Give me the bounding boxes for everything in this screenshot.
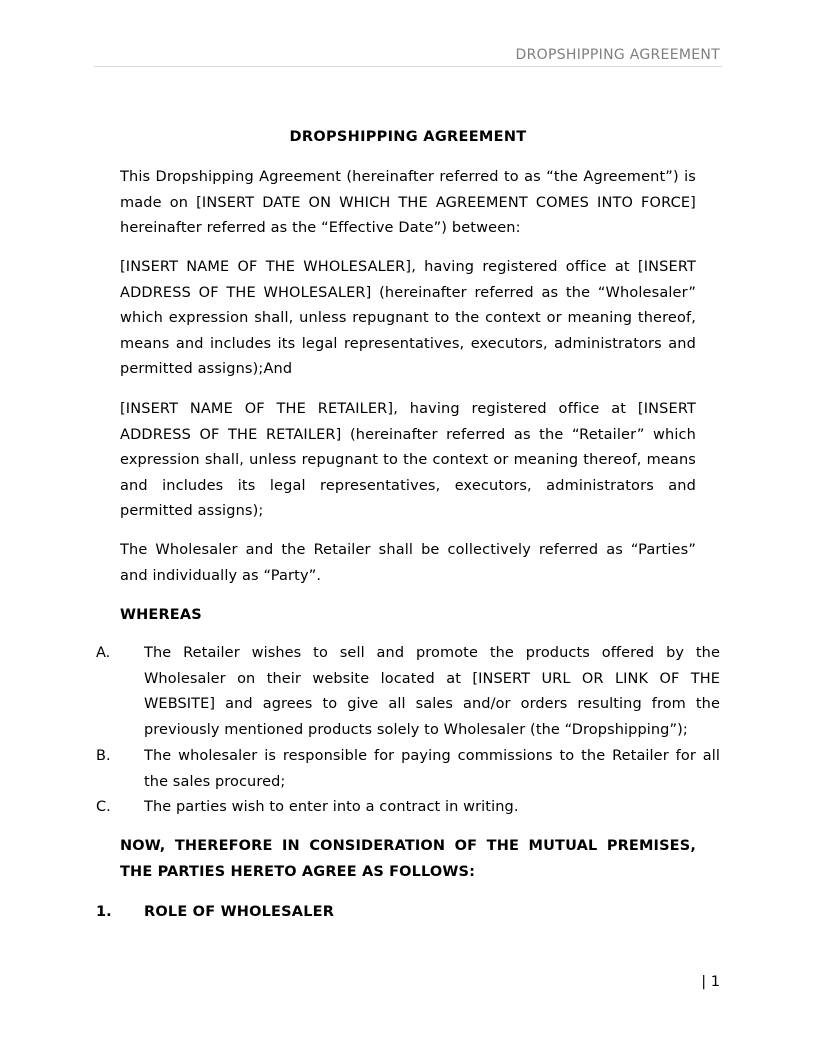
- parties-definition-paragraph: The Wholesaler and the Retailer shall be collectively referred as “Parties” and individually as “Party”.: [120, 542, 696, 584]
- page-number: | 1: [701, 974, 720, 990]
- recital-text-b: The wholesaler is responsible for paying commissions to the Retailer for all the sales procured;: [144, 748, 720, 790]
- document-title: DROPSHIPPING AGREEMENT: [289, 129, 527, 145]
- retailer-party-paragraph: [INSERT NAME OF THE RETAILER], having registered office at [INSERT ADDRESS OF THE RETAILER] (hereinafter referred as the “Retailer” which expression shall, unless repugnant to the context or meaning thereof, means and includes its legal representatives, executors, administrators and permitted assigns);: [120, 401, 696, 520]
- recital-label-a: A.: [96, 645, 111, 661]
- intro-paragraph: This Dropshipping Agreement (hereinafter referred to as “the Agreement”) is made on [INSERT DATE ON WHICH THE AGREEMENT COMES INTO FORCE] hereinafter referred as the “Effective Date”) between:: [120, 169, 696, 237]
- recital-text-c: The parties wish to enter into a contract in writing.: [144, 799, 519, 815]
- running-header: DROPSHIPPING AGREEMENT: [515, 47, 720, 63]
- section-1-title: ROLE OF WHOLESALER: [144, 904, 335, 920]
- recital-label-b: B.: [96, 748, 111, 764]
- now-therefore-clause: NOW, THEREFORE IN CONSIDERATION OF THE MUTUAL PREMISES, THE PARTIES HERETO AGREE AS FOLLOWS:: [120, 838, 696, 880]
- section-1-number: 1.: [96, 904, 112, 920]
- header-divider: [94, 66, 722, 67]
- whereas-heading: WHEREAS: [120, 607, 202, 623]
- wholesaler-party-paragraph: [INSERT NAME OF THE WHOLESALER], having registered office at [INSERT ADDRESS OF THE WHOLESALER] (hereinafter referred as the “Wholesaler” which expression shall, unless repugnant to the context or meaning thereof, means and includes its legal representatives, executors, administrators and permitted assigns);And: [120, 259, 696, 378]
- recital-label-c: C.: [96, 799, 111, 815]
- recital-text-a: The Retailer wishes to sell and promote the products offered by the Wholesaler on their website located at [INSERT URL OR LINK OF THE WEBSITE] and agrees to give all sales and/or orders resulting from the previously mentioned products solely to Wholesaler (the “Dropshipping”);: [144, 645, 720, 738]
